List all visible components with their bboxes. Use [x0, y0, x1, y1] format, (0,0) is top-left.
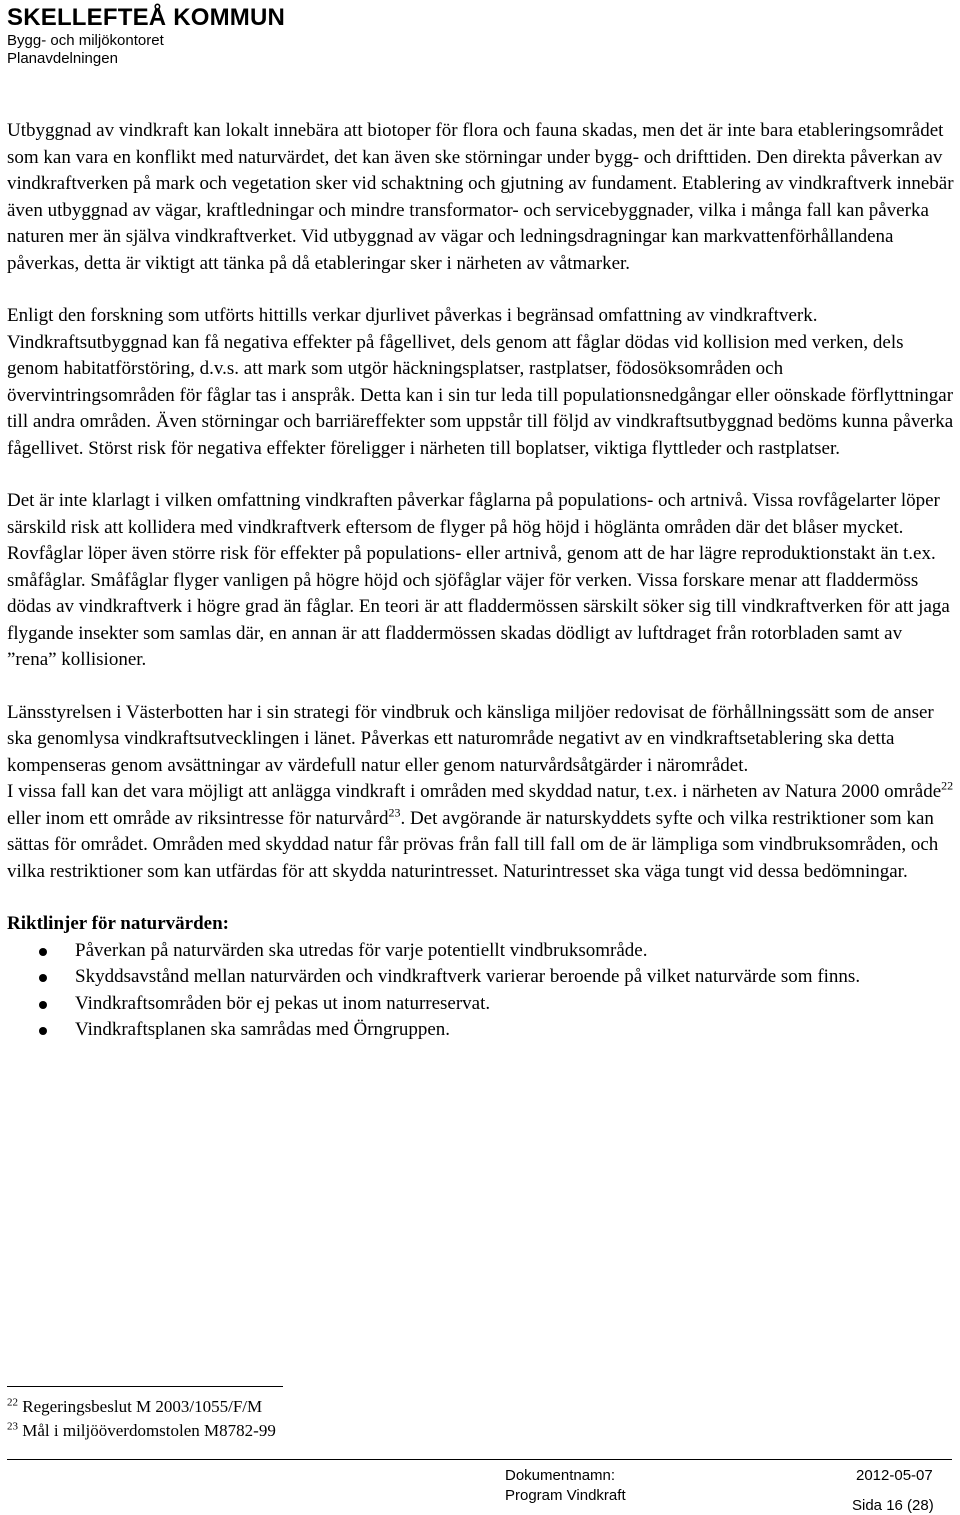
bullet-icon: [39, 948, 47, 956]
paragraph-5-part-1: I vissa fall kan det vara möjligt att anlägga vindkraft i områden med skyddad natur, t.ex. i närheten av Natura 2000 område: [7, 781, 942, 802]
paragraph-5-part-2: eller inom ett område av riksintresse för naturvård: [7, 807, 389, 829]
page-header: [7, 4, 285, 66]
bullet-icon: [39, 1027, 47, 1035]
footnote-text: Regeringsbeslut M 2003/1055/F/M: [22, 1397, 263, 1416]
list-item: [7, 991, 955, 1018]
footnotes: [7, 1395, 276, 1443]
footnote-23: [7, 1419, 276, 1443]
guidelines-list: [7, 938, 955, 1044]
bullet-icon: [39, 974, 47, 982]
document-date: 2012-05-07: [856, 1467, 933, 1484]
list-item: [7, 964, 955, 991]
list-item: [7, 1017, 955, 1044]
paragraph-3: Det är inte klarlagt i vilken omfattning vindkraften påverkar fåglarna på populations- och artnivå. Vissa rovfågelarter löper särskild risk att kollidera med vindkraftverk eftersom de flyger på hög höjd i höglänta områden där det blåser mycket. Rovfåglar löper även större risk för effekter på populations- eller artnivå, genom att de har lägre reproduktionstakt än t.ex. småfåglar. Småfåglar flyger vanligen på högre höjd och sjöfåglar väjer för verken. Vissa forskare menar att fladdermöss dödas av vindkraftverk i högre grad än fåglar. En teori är att fladdermössen särskilt söker sig till vindkraftverken för att jaga flygande insekter som samlas där, en annan är att fladdermössen skadas dödligt av luftdraget från rotorbladen samt av ”rena” kollisioner.: [7, 490, 950, 670]
list-item: [7, 938, 955, 965]
footnote-ref-23[interactable]: 23: [388, 805, 401, 820]
footnote-number: 23: [7, 1420, 18, 1433]
list-item-text: Skyddsavstånd mellan naturvärden och vindkraftverk varierar beroende på vilket naturvärde som finns.: [75, 966, 861, 987]
footnote-number: 22: [7, 1396, 18, 1409]
list-item-text: Påverkan på naturvärden ska utredas för varje potentiellt vindbruksområde.: [75, 939, 648, 961]
paragraph-1: Utbyggnad av vindkraft kan lokalt innebära att biotoper för flora och fauna skadas, men det är inte bara etableringsområdet som kan vara en konflikt med naturvärdet, det kan även ske störningar under bygg- och drifttiden. Den direkta påverkan av vindkraftverken på mark och vegetation sker vid schaktning och gjutning av fundament. Etablering av vindkraftverk innebär även utbyggnad av vägar, kraftledningar och mindre transformator- och servicebyggnader, vilka i många fall kan påverka naturen mer än själva vindkraftverket. Vid utbyggnad av vägar och ledningsdragningar kan markvattenförhållandena påverkas, detta är viktigt att tänka på då etableringar sker i närheten av våtmarker.: [7, 120, 954, 274]
paragraph-2: Enligt den forskning som utförts hittills verkar djurlivet påverkas i begränsad omfattning av vindkraftverk. Vindkraftsutbyggnad kan få negativa effekter på fågellivet, dels genom att fåglar dödas vid kollision med verken, dels genom habitatförstöring, d.v.s. att mark som utgör häckningsplatser, rastplatser, födosöksområden och övervintringsområden för fåglar tas i anspråk. Detta kan i sin tur leda till populationsnedgångar eller oönskade förflyttningar till andra områden. Även störningar och barriäreffekter som uppstår till följd av vindkraftsutbyggnad bedöms kunna påverka fågellivet. Störst risk för negativa effekter föreligger i närheten till boplatser, viktiga flyttleder och rastplatser.: [7, 305, 954, 459]
paragraph-5-part-3: . Det avgörande är naturskyddets syfte och vilka restriktioner som kan sättas för området. Områden med skyddad natur får prövas från fall till fall om de är lämpliga som vindbruksområden, och vilka restriktioner som kan utfärdas för att skydda naturintresset. Naturintresset ska väga tungt vid dessa bedömningar.: [7, 807, 939, 882]
document-body: [7, 118, 955, 1044]
footnote-text: Mål i miljööverdomstolen M8782-99: [22, 1421, 276, 1440]
bullet-icon: [39, 1001, 47, 1009]
footnote-ref-22[interactable]: 22: [941, 778, 954, 793]
footer-divider: [7, 1459, 952, 1460]
footnote-divider: [7, 1386, 283, 1387]
paragraph-4: Länsstyrelsen i Västerbotten har i sin strategi för vindbruk och känsliga miljöer redovisat de förhållningssätt som de anser ska genomlysa vindkraftsutvecklingen i länet. Påverkas ett naturområde negativt av en vindkraftsetablering ska detta kompenseras genom avsättningar av värdefull natur eller genom naturvårdsåtgärder i närområdet.: [7, 701, 934, 776]
list-item-text: Vindkraftsområden bör ej pekas ut inom naturreservat.: [75, 992, 491, 1014]
document-name-label: Dokumentnamn:: [505, 1467, 616, 1484]
list-item-text: Vindkraftsplanen ska samrådas med Örngruppen.: [75, 1019, 451, 1040]
guidelines-heading: Riktlinjer för naturvärden:: [7, 913, 230, 934]
organization-name: SKELLEFTEÅ KOMMUN: [7, 4, 286, 31]
page-number: Sida 16 (28): [852, 1497, 934, 1514]
document-name: Program Vindkraft: [505, 1487, 626, 1504]
department-name: Bygg- och miljökontoret: [7, 32, 164, 49]
footnote-22: [7, 1395, 276, 1419]
paragraph-5: [7, 779, 955, 885]
unit-name: Planavdelningen: [7, 50, 118, 67]
